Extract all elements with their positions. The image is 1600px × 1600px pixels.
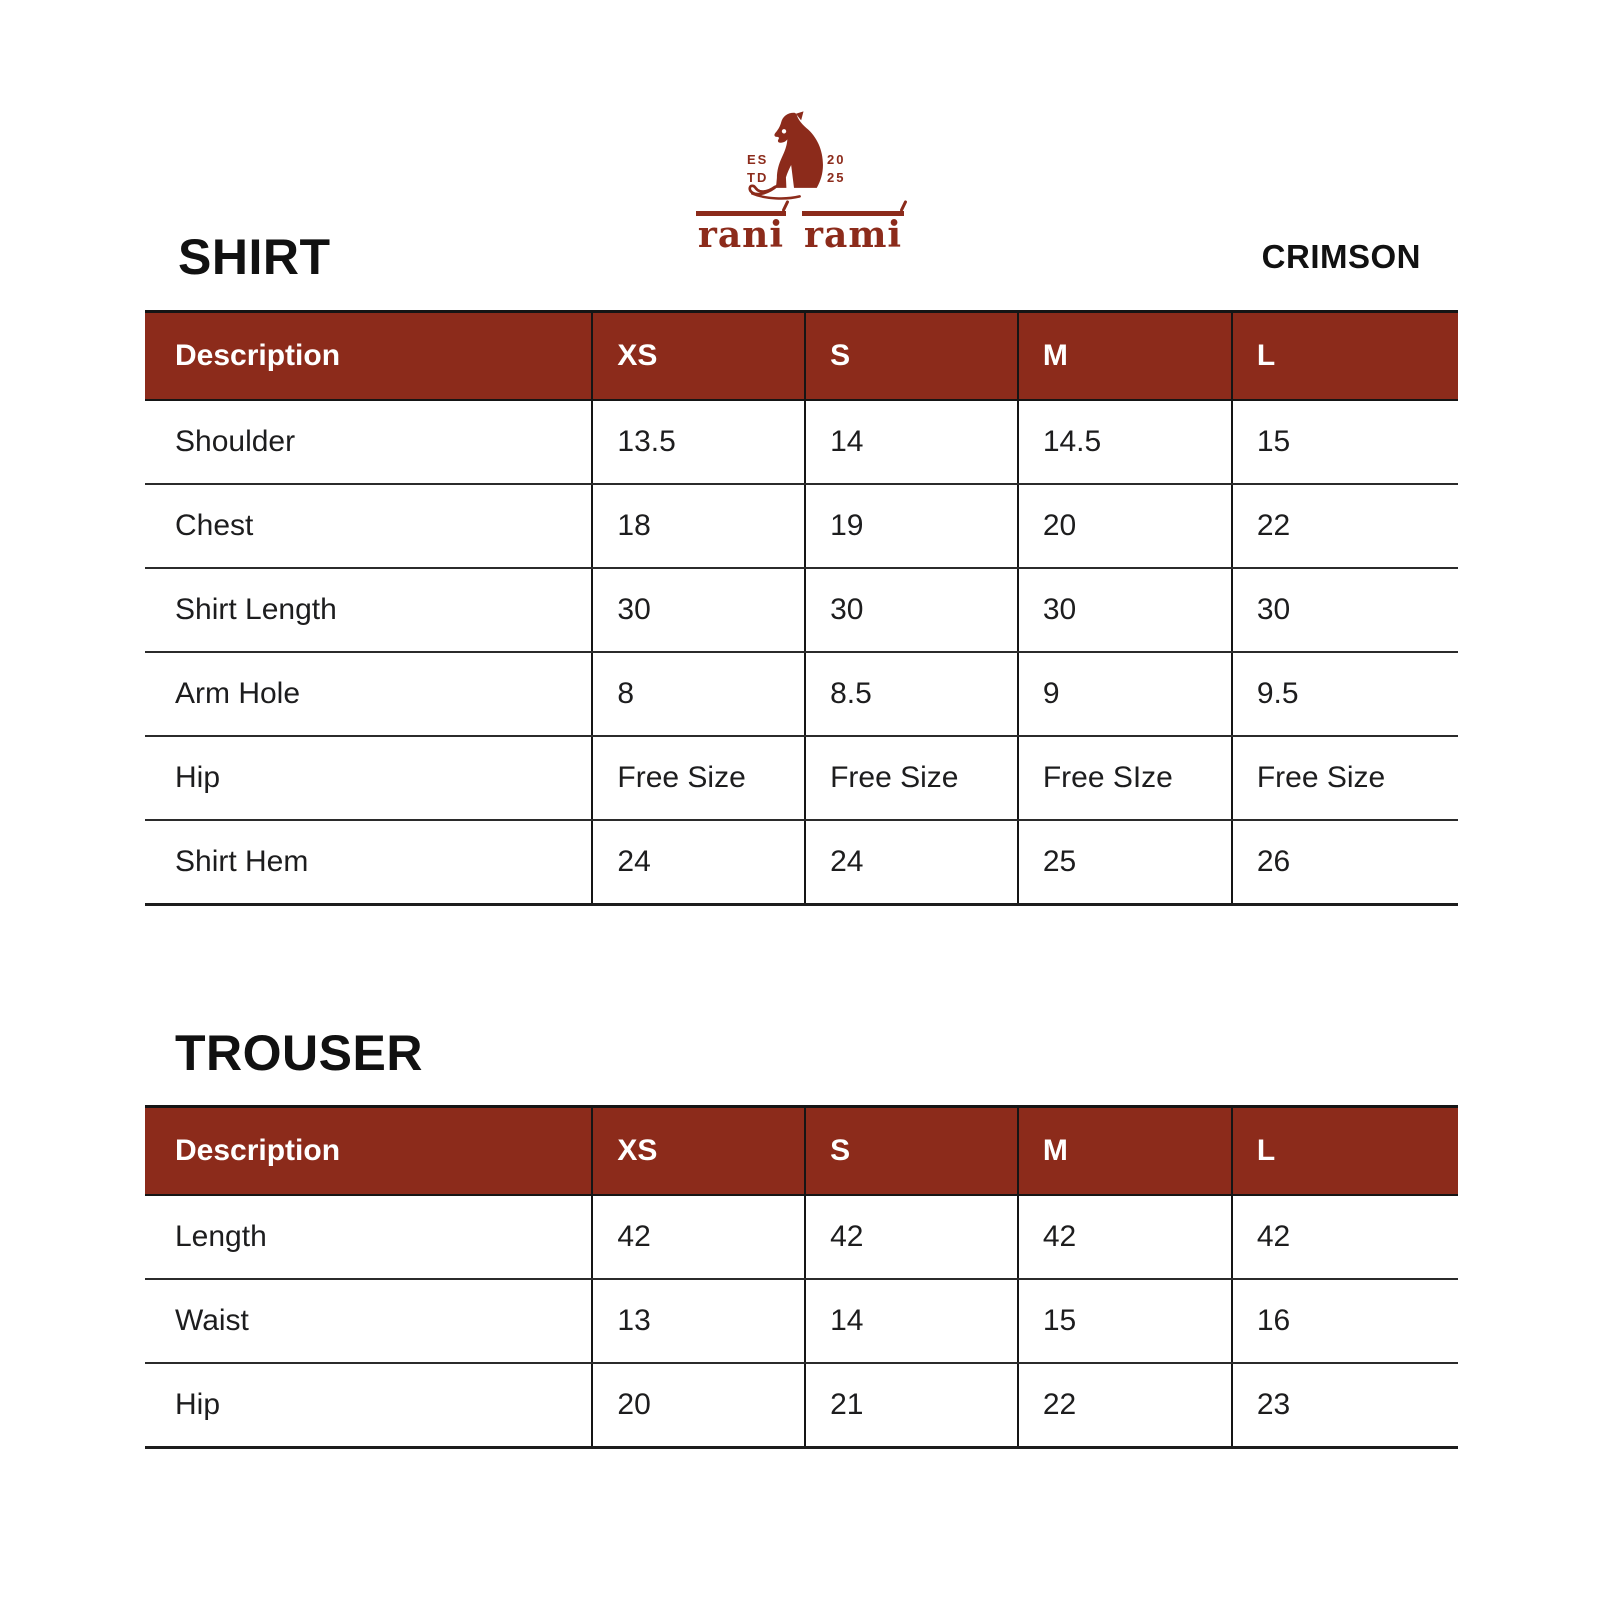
cell-value: Free Size [804, 737, 1017, 819]
header-cell-m: M [1017, 313, 1231, 399]
header-cell-xs: XS [591, 1108, 804, 1194]
shirt-table-header-row [145, 313, 1458, 401]
row-label: Waist [175, 1304, 249, 1337]
row-label: Shirt Hem [175, 845, 309, 878]
cell-value: 23 [1231, 1364, 1458, 1446]
year-line1: 20 [827, 152, 846, 167]
cell-value: 24 [804, 821, 1017, 903]
shirt-size-table [145, 310, 1458, 906]
cell-value: 15 [1017, 1280, 1231, 1362]
cell-value: 16 [1231, 1280, 1458, 1362]
row-label: Shoulder [175, 425, 296, 458]
cell-value: 22 [1231, 485, 1458, 567]
cell-value: 14 [804, 401, 1017, 483]
cell-value: 22 [1017, 1364, 1231, 1446]
cell-value: 42 [804, 1196, 1017, 1278]
cell-value: 30 [591, 569, 804, 651]
estd-line2: TD [747, 169, 769, 185]
header-cell-description: Description [175, 339, 341, 372]
table-row-length [145, 1196, 1458, 1280]
header-cell-s: S [804, 313, 1017, 399]
year-text [827, 151, 845, 186]
brand-word-rami: rami [802, 211, 904, 253]
cell-value: 20 [1017, 485, 1231, 567]
cell-value: 30 [1231, 569, 1458, 651]
cell-value: 14.5 [1017, 401, 1231, 483]
table-row-arm-hole [145, 653, 1458, 737]
cell-value: 42 [1017, 1196, 1231, 1278]
row-label: Arm Hole [175, 677, 301, 710]
header-cell-s: S [804, 1108, 1017, 1194]
cell-value: 15 [1231, 401, 1458, 483]
year-line2: 25 [827, 169, 846, 185]
row-label: Length [175, 1220, 267, 1253]
cell-value: 20 [591, 1364, 804, 1446]
cell-value: Free Size [591, 737, 804, 819]
cell-value: 8.5 [804, 653, 1017, 735]
cell-value: 26 [1231, 821, 1458, 903]
header-cell-l: L [1231, 1108, 1458, 1194]
cell-value: 9 [1017, 653, 1231, 735]
table-row-waist [145, 1280, 1458, 1364]
row-label: Hip [175, 761, 221, 794]
cell-value: 42 [1231, 1196, 1458, 1278]
row-label: Shirt Length [175, 593, 337, 626]
row-label: Chest [175, 509, 254, 542]
estd-line1: ES [747, 152, 769, 167]
trouser-size-table [145, 1105, 1458, 1449]
shirt-section-title: SHIRT [178, 229, 331, 285]
cell-value: 24 [591, 821, 804, 903]
table-row-hip [145, 737, 1458, 821]
header-cell-xs: XS [591, 313, 804, 399]
header-cell-m: M [1017, 1108, 1231, 1194]
cell-value: Free Size [1231, 737, 1458, 819]
cell-value: 9.5 [1231, 653, 1458, 735]
cell-value: 18 [591, 485, 804, 567]
cell-value: 30 [1017, 569, 1231, 651]
table-row-shoulder [145, 401, 1458, 485]
cell-value: 25 [1017, 821, 1231, 903]
table-row-chest [145, 485, 1458, 569]
cell-value: 42 [591, 1196, 804, 1278]
brand-wordmark [660, 211, 940, 256]
colorway-label: CRIMSON [1261, 238, 1421, 275]
table-row-shirt-length [145, 569, 1458, 653]
brand-word-rani: rani [696, 211, 786, 253]
cell-value: Free SIze [1017, 737, 1231, 819]
cell-value: 13 [591, 1280, 804, 1362]
cell-value: 30 [804, 569, 1017, 651]
cell-value: 8 [591, 653, 804, 735]
estd-text [747, 151, 768, 186]
trouser-table-header-row [145, 1108, 1458, 1196]
cell-value: 14 [804, 1280, 1017, 1362]
cell-value: 21 [804, 1364, 1017, 1446]
table-row-shirt-hem [145, 821, 1458, 906]
cell-value: 13.5 [591, 401, 804, 483]
trouser-section-title: TROUSER [175, 1025, 423, 1081]
row-label: Hip [175, 1388, 221, 1421]
header-cell-description: Description [175, 1134, 341, 1167]
header-cell-l: L [1231, 313, 1458, 399]
cell-value: 19 [804, 485, 1017, 567]
table-row-hip [145, 1364, 1458, 1449]
